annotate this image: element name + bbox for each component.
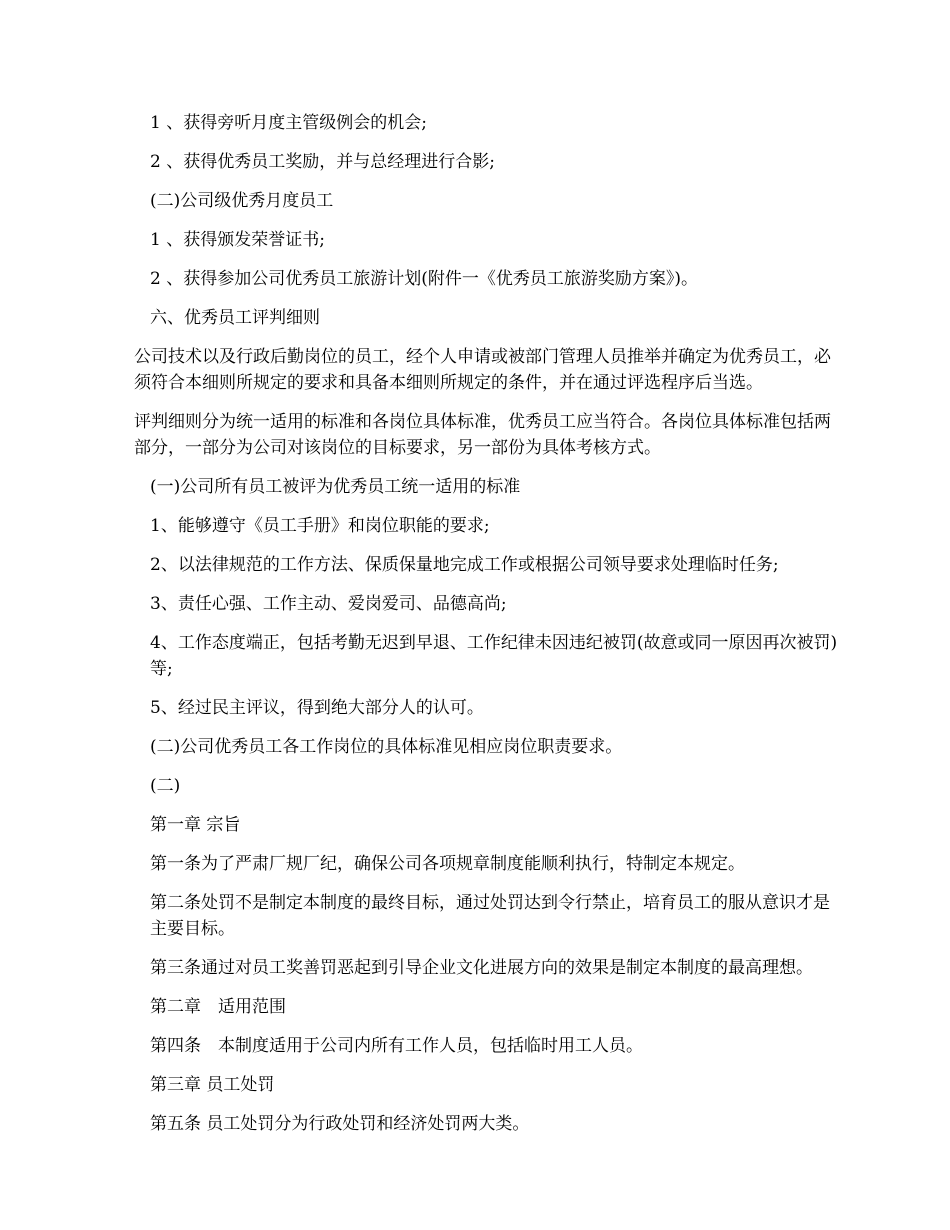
section-heading: (一)公司所有员工被评为优秀员工统一适用的标准: [150, 477, 521, 497]
paragraph: 3、责任心强、工作主动、爱岗爱司、品德高尚;: [150, 594, 507, 614]
section-heading: 六、优秀员工评判细则: [150, 308, 320, 328]
paragraph: 1、能够遵守《员工手册》和岗位职能的要求;: [150, 516, 490, 536]
article: 第二条处罚不是制定本制度的最终目标，通过处罚达到令行禁止，培育员工的服从意识才是主要目标。: [150, 893, 830, 939]
chapter-heading: 第二章 适用范围: [150, 997, 286, 1017]
paragraph: 2 、获得优秀员工奖励，并与总经理进行合影;: [150, 152, 495, 172]
article: 第五条 员工处罚分为行政处罚和经济处罚两大类。: [150, 1114, 530, 1134]
document-body: [134, 110, 840, 1150]
paragraph: 评判细则分为统一适用的标准和各岗位具体标准，优秀员工应当符合。各岗位具体标准包括两部分，一部分为公司对该岗位的目标要求，另一部份为具体考核方式。: [134, 412, 831, 458]
paragraph: 1 、获得颁发荣誉证书;: [150, 230, 325, 250]
chapter-heading: 第一章 宗旨: [150, 815, 241, 835]
article: 第一条为了严肃厂规厂纪，确保公司各项规章制度能顺利执行，特制定本规定。: [150, 854, 745, 874]
chapter-heading: 第三章 员工处罚: [150, 1075, 275, 1095]
paragraph: 2、以法律规范的工作方法、保质保量地完成工作或根据公司领导要求处理临时任务;: [150, 555, 779, 575]
paragraph: 1 、获得旁听月度主管级例会的机会;: [150, 113, 427, 133]
paragraph: (二)公司优秀员工各工作岗位的具体标准见相应岗位职责要求。: [150, 737, 623, 757]
article: 第四条 本制度适用于公司内所有工作人员，包括临时用工人员。: [150, 1036, 643, 1056]
paragraph: 公司技术以及行政后勤岗位的员工，经个人申请或被部门管理人员推举并确定为优秀员工，必须符合本细则所规定的要求和具备本细则所规定的条件，并在通过评选程序后当选。: [134, 347, 831, 393]
section-heading: (二): [150, 776, 181, 796]
section-heading: (二)公司级优秀月度员工: [150, 191, 334, 211]
paragraph: 5、经过民主评议，得到绝大部分人的认可。: [150, 698, 484, 718]
paragraph: 4、工作态度端正，包括考勤无迟到早退、工作纪律未因违纪被罚(故意或同一原因再次被罚)等;: [150, 633, 838, 679]
article: 第三条通过对员工奖善罚恶起到引导企业文化进展方向的效果是制定本制度的最高理想。: [150, 958, 813, 978]
paragraph: 2 、获得参加公司优秀员工旅游计划(附件一《优秀员工旅游奖励方案》)。: [150, 269, 698, 289]
